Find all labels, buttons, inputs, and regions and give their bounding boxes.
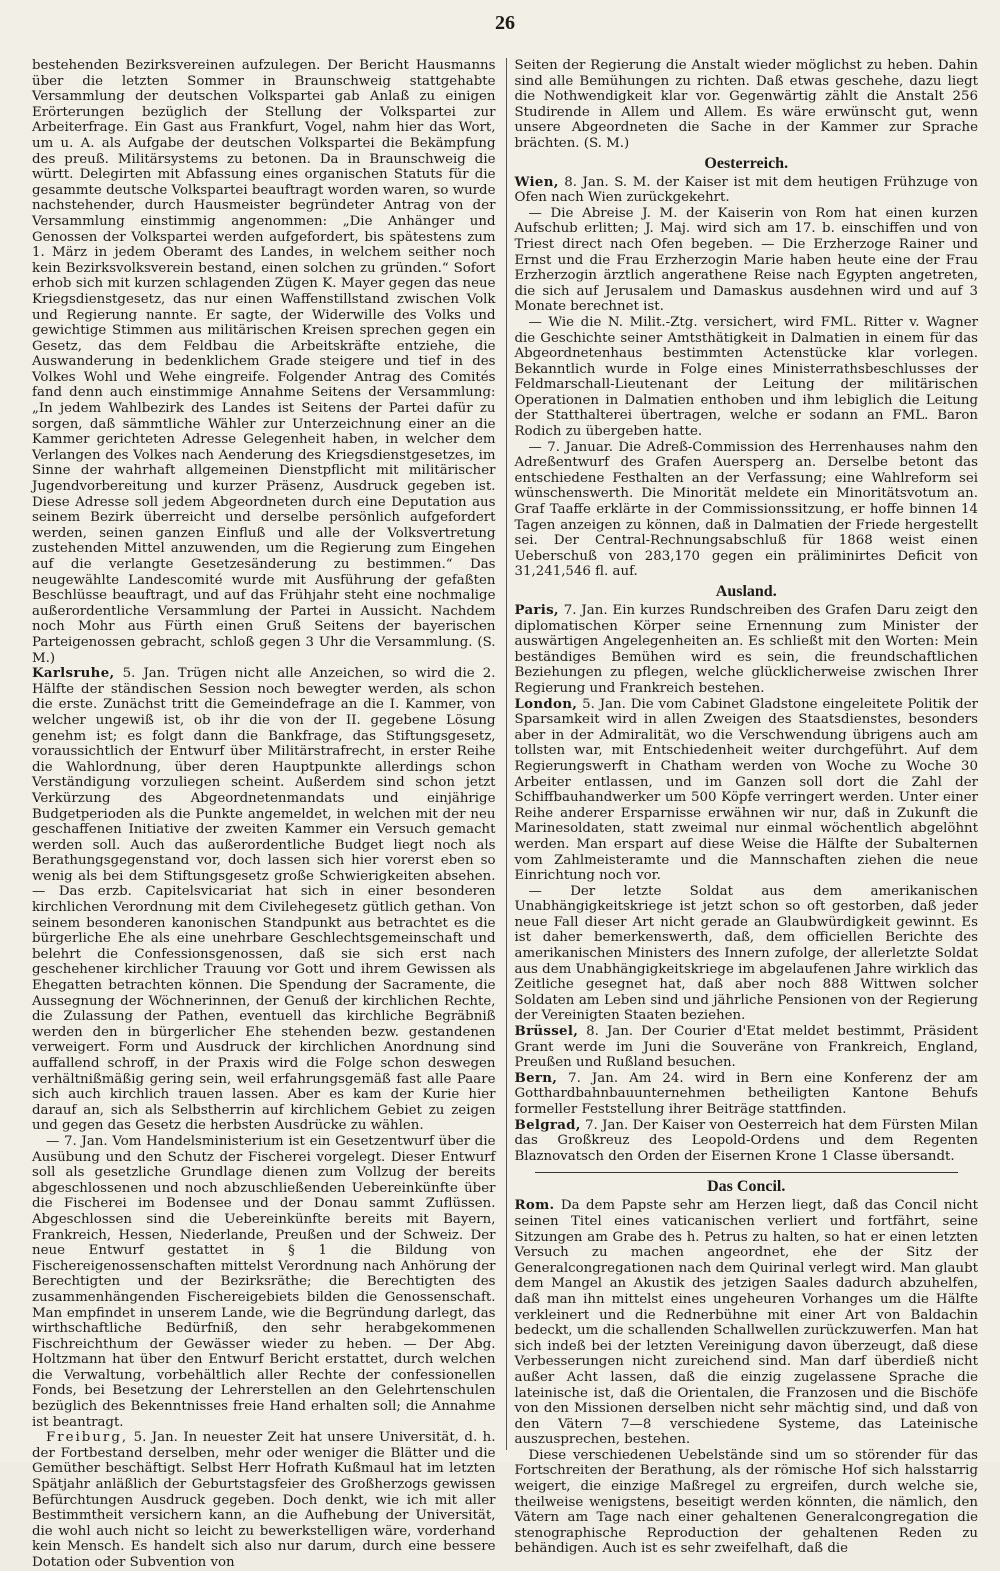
article-paragraph (32, 58, 496, 666)
austria-section (515, 175, 979, 580)
dateline: Bern, (514, 1069, 558, 1086)
section-heading-council: Das Concil. (707, 1178, 786, 1196)
article-paragraph (515, 1448, 979, 1557)
article-paragraph (32, 1134, 496, 1430)
right-column (506, 58, 979, 1557)
dateline: London, (514, 695, 578, 712)
page-number: 26 (495, 12, 515, 34)
abroad-section (515, 603, 979, 1164)
paragraph-text: 5. Jan. In neuester Zeit hat unsere Universität, d. h. der Fortbestand derselben, mehr oder weniger die Blätter und die Gemüther beschäftigt. Selbst Herr Hofrath Kußmaul hat im letzten Spätjahr anläßlich der Geburtstagsfeier des Großherzogs gewissen Befürchtungen Ausdruck gegeben. Doch denkt, wie ich mit aller Bestimmtheit versichern kann, an die Aufhebung der Universität, die wohl auch nicht so leicht zu bewerkstelligen wäre, vorderhand kein Mensch. Es handelt sich also nur darum, durch eine bessere Dotation oder Subvention von (32, 1430, 496, 1570)
paragraph-text: 8. Jan. Der Courier d'Etat meldet bestimmt, Präsident Grant werde im Juni die Souveräne von Frankreich, England, Preußen und Rußland besuchen. (514, 1024, 978, 1071)
paragraph-text: — Der letzte Soldat aus dem amerikanischen Unabhängigkeitskriege ist jetzt schon so oft gestorben, daß jeder neue Fall dieser Art nicht gerade an Glaubwürdigkeit gewinnt. Es ist daher bemerkenswerth, daß, dem officiellen Berichte des amerikanischen Ministers des Innern zufolge, der allerletzte Soldat aus dem Unabhängigkeitskriege im abgelaufenen Jahre wirklich das Zeitliche gesegnet hat, daß aber noch 888 Wittwen solcher Soldaten am Leben sind und jährliche Pensionen von der Regierung der Vereinigten Staaten beziehen. (514, 883, 978, 1024)
article-paragraph (515, 1024, 979, 1071)
paragraph-text: — 7. Jan. Vom Handelsministerium ist ein Gesetzentwurf über die Ausübung und den Schutz der Fischerei vorgelegt. Dieser Entwurf soll als gesetzliche Grundlage dienen zum Vollzug der bereits abgeschlossenen und noch abzuschließenden Uebereinkünfte über die Fischerei im Bodensee und der Donau sammt Zuflüssen. Abgeschlossen sind die Uebereinkünfte bereits mit Bayern, Frankreich, Hessen, Niederlande, Preußen und der Schweiz. Der neue Entwurf gestattet in § 1 die Bildung von Fischereigenossenschaften mittelst Verordnung nach Anhörung der Berechtigten und der Bezirksräthe; die Berechtigten des zusammenhängenden Fischereigebiets bilden die Genossenschaft. Man empfindet in unserem Lande, wie die Begründung darlegt, das wirthschaftliche Bedürfniß, den sehr herabgekommenen Fischreichthum der Gewässer wieder zu heben. — Der Abg. Holtzmann hat über den Entwurf Bericht erstattet, durch welchen die Verwaltung, vorbehältlich aller Rechte der confessionellen Fonds, bei Besetzung der Lehrerstellen an den Gelehrtenschulen bezüglich des Bekenntnisses freie Hand erhalten soll; die Annahme ist beantragt. (32, 1133, 496, 1430)
dateline: Wien, (514, 173, 559, 190)
article-paragraph (515, 1071, 979, 1118)
left-column (32, 58, 496, 1570)
article-paragraph (515, 603, 979, 697)
paragraph-text: bestehenden Bezirksvereinen aufzulegen. Der Bericht Hausmanns über die letzten Sommer in Braunschweig stattgehabte Versammlung der deutschen Volkspartei gab Anlaß zu einigen Erörterungen bezüglich der Stellung der Volkspartei zur Arbeiterfrage. Ein Gast aus Frankfurt, Vogel, nahm hier das Wort, um u. A. als Aufgabe der deutschen Volkspartei die Bekämpfung des preuß. Militärsystems zu betonen. Da in Braunschweig die württ. Delegirten mit Abfassung eines organischen Statuts für die gesammte deutsche Volkspartei beauftragt worden waren, so wurde nachstehender, durch Hausmeister begründeter Antrag von der Versammlung einstimmig angenommen: „Die Anhänger und Genossen der Volkspartei werden aufgefordert, bis spätestens zum 1. März in jedem Oberamt des Landes, in welchem seither noch kein Bezirksvolksverein bestand, einen solchen zu gründen.“ Sofort erhob sich mit kurzen schlagenden Zügen K. Mayer gegen das neue Kriegsdienstgesetz, das nur einen Waffenstillstand zwischen Volk und Regierung nannte. Er sagte, der Widerwille des Volks und gewichtige Stimmen aus militärischen Kreisen sprechen gegen ein Gesetz, das dem Feldbau die Arbeitskräfte entziehe, die Auswanderung in bedenklichem Grade steigere und tief in des Volkes Wohl und Wehe eingreife. Folgender Antrag des Comités fand denn auch einstimmige Annahme Seitens der Versammlung: „In jedem Wahlbezirk des Landes ist Seitens der Partei dafür zu sorgen, daß sämmtliche Wähler zur Unterzeichnung einer an die Kammer gerichteten Adresse Gelegenheit haben, in welcher dem Verlangen des Volkes nach Aenderung des Kriegsdienstgesetzes, im Sinne der wahrhaft allgemeinen Dienstpflicht mit militärischer Jugendvorbereitung und kurzer Präsenz, Ausdruck gegeben ist. Diese Adresse soll jedem Abgeordneten durch eine Deputation aus seinem Bezirk überreicht und derselbe persönlich aufgefordert werden, seinen ganzen Einfluß und alle der Volksvertretung zustehenden Mittel anzuwenden, um die Regierung zum Eingehen auf die verlangte Gesetzesänderung zu bestimmen.“ Das neugewählte Landescomité wurde mit Ausführung der gefaßten Beschlüsse beauftragt, und auf das Frühjahr steht eine nochmalige außerordentliche Versammlung der Partei in Aussicht. Nachdem noch Mohr aus Fürth einen Gruß Seitens der bayerischen Parteigenossen gebracht, schloß gegen 3 Uhr die Versammlung. (S. M.) (32, 58, 496, 666)
dateline: Rom. (514, 1197, 555, 1214)
paragraph-text: — 7. Januar. Die Adreß-Commission des Herrenhauses nahm den Adreßentwurf des Grafen Auersperg an. Derselbe betont das entschiedene Festhalten an der Verfassung; eine Wahlreform sei wünschenswerth. Die Minorität meldete ein Minoritätsvotum an. Graf Taaffe erklärte in der Commissionssitzung, er hoffe binnen 14 Tagen anzeigen zu können, daß in Dalmatien der Friede hergestellt sei. Der Central-Rechnungsabschluß für 1868 weist einen Ueberschuß von 283,170 gegen ein präliminirtes Deficit von 31,241,546 fl. auf. (514, 439, 978, 580)
dateline: Freiburg, (46, 1430, 129, 1446)
paragraph-text: Seiten der Regierung die Anstalt wieder möglichst zu heben. Dahin sind alle Bemühungen zu richten. Daß etwas geschehe, dazu liegt die Nothwendigkeit klar vor. Gegenwärtig zählt die Anstalt 256 Studirende in Allem und Allem. Es wäre erwünscht gut, wenn unsere Abgeordneten die Sache in der Kammer zur Sprache brächten. (S. M.) (514, 58, 978, 151)
article-paragraph (32, 1430, 496, 1570)
article-paragraph (515, 315, 979, 440)
paragraph-text: — Die Abreise J. M. der Kaiserin von Rom hat einen kurzen Aufschub erlitten; J. Maj. wird sich am 17. b. einschiffen und von Triest direct nach Ofen begeben. — Die Erzherzoge Rainer und Ernst und die Frau Erzherzogin Marie haben heute eine der Frau Erzherzogin ärztlich angerathene Reise nach Egypten angetreten, die sich auf Jerusalem und Damaskus ausdehnen wird und auf 3 Monate berechnet ist. (514, 205, 978, 315)
dateline: Belgrad, (514, 1116, 581, 1133)
paragraph-text: Diese verschiedenen Uebelstände sind um so störender für das Fortschreiten der Berathung, als der römische Hof sich halsstarrig weigert, die einzige Maßregel zu ergreifen, durch welche sie, theilweise wenigstens, beseitigt werden könnten, die nämlich, den Vätern am Tage nach einer gehaltenen Generalcongregation die stenographische Reproduction der gehaltenen Reden zu behändigen. Auch ist es sehr zweifelhaft, daß die (514, 1447, 978, 1557)
article-paragraph (515, 175, 979, 206)
section-divider (535, 1172, 959, 1173)
paragraph-text: 7. Jan. Ein kurzes Rundschreiben des Grafen Daru zeigt den diplomatischen Körper seine Ernennung zum Minister der auswärtigen Angelegenheiten an. Es schließt mit den Worten: Mein beständiges Bemühen wird es sein, die freundschaftlichen Beziehungen zu pflegen, welche glücklicherweise zwischen Ihrer Regierung und Frankreich bestehen. (514, 603, 978, 696)
article-paragraph (515, 440, 979, 580)
paragraph-text: 5. Jan. Trügen nicht alle Anzeichen, so wird die 2. Hälfte der ständischen Session noch bewegter werden, als schon die erste. Zunächst tritt die Gemeindefrage an die I. Kammer, von welcher ungewiß ist, ob ihr die von der II. gegebene Lösung genehm ist; es folgt dann die Bankfrage, das Stiftungsgesetz, voraussichtlich der Entwurf über Militärstrafrecht, in erster Reihe die Wahlordnung, über deren Hauptpunkte allerdings schon Verständigung vorzuliegen scheint. Außerdem sind schon jetzt Verkürzung des Abgeordnetenmandats und einjährige Budgetperioden als die Punkte angemeldet, in welchen mit der neu geschaffenen Initiative der zweiten Kammer ein Versuch gemacht werden soll. Auch das außerordentliche Budget liegt noch als Berathungsgegenstand vor, doch lassen sich hier vorerst eben so wenig als bei dem Stiftungsgesetz große Schwierigkeiten absehen. — Das erzb. Capitelsvicariat hat sich in einer besonderen kirchlichen Verordnung mit dem Civilehegesetz gütlich gethan. Von seinem besonderen kanonischen Standpunkt aus betrachtet es die bürgerliche Ehe als eine unehrbare Geschlechtsgemeinschaft und belehrt die Confessionsgenossen, daß sie sich erst nach geschehener kirchlicher Trauung vor Gott und ihrem Gewissen als Ehegatten betrachten können. Die Spendung der Sacramente, die Aussegnung der Wöchnerinnen, der Genuß der kirchlichen Rechte, die Zulassung der Pathen, eventuell das kirchliche Begräbniß werden den in bürgerlicher Ehe stehenden bezw. gestandenen verweigert. Form und Ausdruck der kirchlichen Anordnung sind auffallend schroff, in der Praxis wird die Folge schon deswegen verhältnißmäßig gering sein, weil erfahrungsgemäß fast alle Paare sich auch kirchlich trauen lassen. Aber es kam der Kurie hier darauf an, sich als Selbstherrin auf kirchlichem Gebiet zu zeigen und gegen das Gesetz die herbsten Ausdrücke zu wählen. (32, 666, 496, 1134)
paragraph-text: 7. Jan. Am 24. wird in Bern eine Konferenz der am Gotthardbahnbauunternehmen betheiligten Kantone Behufs formeller Feststellung ihrer Beiträge stattfinden. (514, 1070, 978, 1117)
article-paragraph (515, 1198, 979, 1448)
paragraph-text: — Wie die N. Milit.-Ztg. versichert, wird FML. Ritter v. Wagner die Geschichte seiner Amtsthätigkeit in Dalmatien in einem für das Abgeordnetenhaus bestimmten Actenstücke klar vorlegen. Bekanntlich wurde in Folge eines Ministerrathsbeschlusses der Feldmarschall-Lieutenant der Leitung der militärischen Operationen in Dalmatien enthoben und ihm lebiglich die Leitung der Statthalterei übertragen, welche er sodann an FML. Baron Rodich zu übergeben hatte. (514, 314, 978, 440)
paragraph-text: Da dem Papste sehr am Herzen liegt, daß das Concil nicht seinen Titel eines vaticanischen verliert und fortfährt, seine Sitzungen am Grabe des h. Petrus zu halten, so hat er einen letzten Versuch zu machen angeordnet, ehe der Sitz der Generalcongregationen nach dem Quirinal verlegt wird. Man glaubt dem Mangel an Akustik des jetzigen Saales dadurch abzuhelfen, daß man ihn mittelst eines ungeheuren Vorhanges um die Hälfte verkleinert und die Rednerbühne mit einer Art von Baldachin bedeckt, um die schallenden Schallwellen zurückzuwerfen. Man hat sich indeß bei der letzten Vereinigung davon überzeugt, daß diese Verbesserungen nicht zureichend sind. Man darf überdieß nicht außer Acht lassen, daß die einzig zugelassene Sprache die lateinische ist, daß die Orientalen, die Franzosen und die Bischöfe von den Missionen derselben nicht sehr mächtig sind, und daß von den Vätern 7—8 verschiedene Systeme, das Lateinische auszusprechen, bestehen. (514, 1198, 978, 1448)
article-paragraph (32, 666, 496, 1134)
article-paragraph (515, 884, 979, 1024)
article-paragraph (515, 1118, 979, 1165)
council-section (515, 1198, 979, 1557)
dateline: Karlsruhe, (32, 665, 115, 682)
dateline: Paris, (514, 602, 559, 618)
columns (32, 58, 978, 1570)
section-heading-abroad: Ausland. (715, 583, 777, 600)
article-paragraph (515, 697, 979, 884)
paragraph-text: 5. Jan. Die vom Cabinet Gladstone eingeleitete Politik der Sparsamkeit wird in allen Zweigen des Staatsdienstes, besonders aber in der Admiralität, wo die Verschwendung übrigens auch am tollsten war, mit Entschiedenheit weiter durchgeführt. Auf dem Regierungswerft in Chatham werden von Woche zu Woche 30 Arbeiter entlassen, und im Ganzen soll dort die Zahl der Schiffbauhandwerker um 500 Köpfe verringert werden. Unter einer Reihe anderer Ersparnisse erwähnen wir nur, daß in Zukunft die Marinesoldaten, statt zweimal nur einmal wöchentlich abgelöhnt werden. Man erspart auf diese Weise die Hälfte der Subalternen vom Zahlmeisteramte und die Mannschaften ziehen die neue Einrichtung noch vor. (514, 696, 978, 884)
article-paragraph (515, 206, 979, 315)
right-column-top (515, 58, 979, 152)
article-paragraph (515, 58, 979, 152)
paragraph-text: 8. Jan. S. M. der Kaiser ist mit dem heutigen Frühzuge von Ofen nach Wien zurückgekehrt. (514, 174, 978, 206)
dateline: Brüssel, (514, 1023, 579, 1040)
section-heading-austria: Oesterreich. (704, 154, 789, 172)
paragraph-text: 7. Jan. Der Kaiser von Oesterreich hat dem Fürsten Milan das Großkreuz des Leopold-Ordens und dem Regenten Blaznovatsch den Orden der Eisernen Krone 1 Classe übersandt. (514, 1117, 978, 1164)
